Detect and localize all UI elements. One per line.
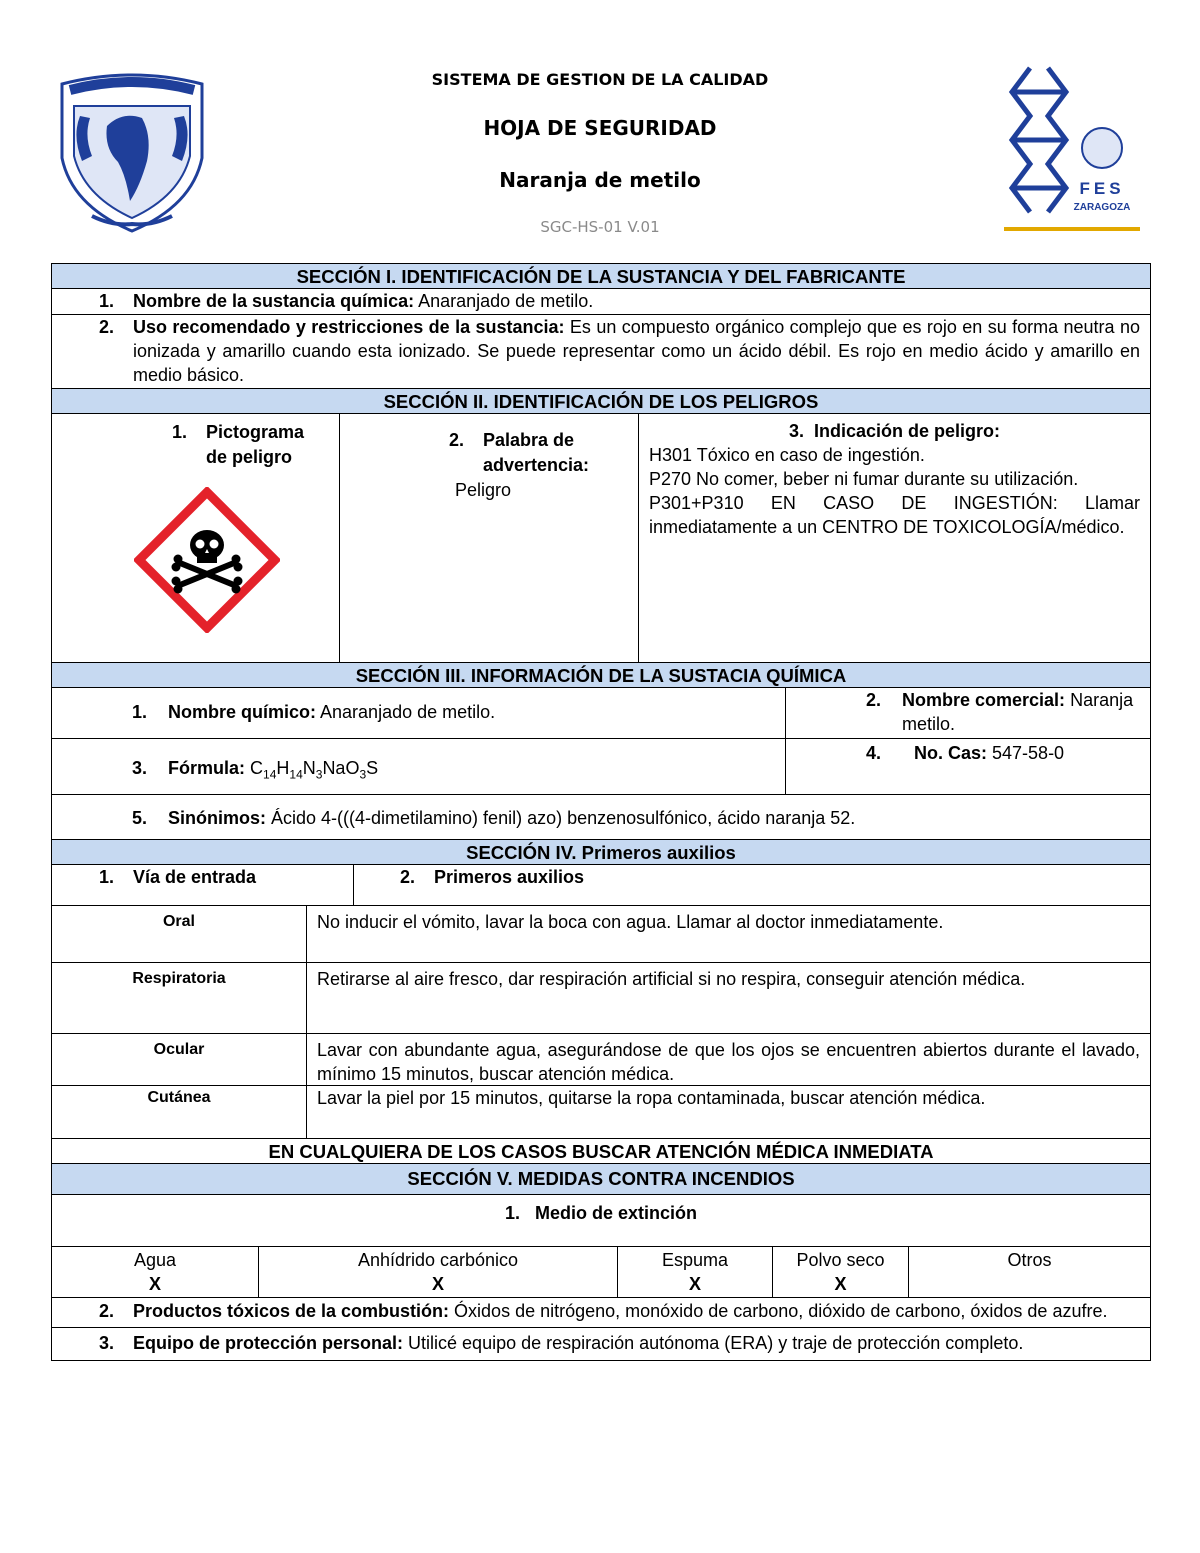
item-number: 5. xyxy=(132,808,148,828)
section-1-item-2 xyxy=(52,315,1150,389)
section-5-header: SECCIÓN V. MEDIDAS CONTRA INCENDIOS xyxy=(52,1164,1150,1195)
document-type: HOJA DE SEGURIDAD xyxy=(483,116,717,140)
first-aid-header-row xyxy=(52,865,1150,906)
hazard-statements-cell xyxy=(639,414,1150,662)
route-label: Respiratoria xyxy=(52,963,307,1033)
route-label: Oral xyxy=(52,906,307,962)
commercial-name-label: Nombre comercial: xyxy=(902,690,1066,710)
first-aid-row-cutaneous xyxy=(52,1086,1150,1139)
media-dry-powder: Polvo seco X xyxy=(773,1247,909,1297)
signal-word-label-line-1: Palabra de xyxy=(483,430,575,450)
first-aid-row-respiratory xyxy=(52,963,1150,1034)
section-3-header: SECCIÓN III. INFORMACIÓN DE LA SUSTACIA QUÍMICA xyxy=(52,663,1150,688)
formula-cell xyxy=(52,739,786,794)
first-aid-text: Retirarse al aire fresco, dar respiración artificial si no respira, conseguir atención médica. xyxy=(317,969,1026,989)
precaution-p301-p310: P301+P310 EN CASO DE INGESTIÓN: Llamar inmediatamente a un CENTRO DE TOXICOLOGÍA/médico. xyxy=(649,493,1140,537)
media-water: Agua X xyxy=(52,1247,259,1297)
hazard-row xyxy=(52,414,1150,663)
extinction-media-row xyxy=(52,1247,1150,1298)
first-aid-text: Lavar la piel por 15 minutos, quitarse la ropa contaminada, buscar atención médica. xyxy=(317,1088,986,1108)
item-number: 2. xyxy=(449,430,465,450)
unam-shield-logo xyxy=(52,66,212,236)
cas-number-label: No. Cas: xyxy=(914,743,988,763)
svg-text:FES: FES xyxy=(1079,179,1125,198)
media-mark: X xyxy=(834,1274,847,1294)
route-column-header: 1. Vía de entrada xyxy=(52,865,354,905)
media-mark: X xyxy=(431,1274,444,1294)
first-aid-text: Lavar con abundante agua, asegurándose de que los ojos se encuentren abiertos durante el lavado, mínimo 15 minutos, buscar atención médica. xyxy=(317,1040,1140,1084)
chemical-name-label: Nombre químico: xyxy=(168,702,317,722)
chem-info-row-1 xyxy=(52,688,1150,739)
item-number: 3. xyxy=(99,1333,115,1353)
synonyms-label: Sinónimos: xyxy=(168,808,266,828)
medical-attention-note: EN CUALQUIERA DE LOS CASOS BUSCAR ATENCIÓN MÉDICA INMEDIATA xyxy=(52,1139,1150,1164)
media-mark: X xyxy=(148,1274,161,1294)
system-title: SISTEMA DE GESTION DE LA CALIDAD xyxy=(431,70,769,89)
chemical-name-value: Anaranjado de metilo. xyxy=(316,702,496,722)
fes-zaragoza-logo xyxy=(1000,62,1140,234)
section-1-header: SECCIÓN I. IDENTIFICACIÓN DE LA SUSTANCIA Y DEL FABRICANTE xyxy=(52,264,1150,289)
svg-text:ZARAGOZA: ZARAGOZA xyxy=(1073,202,1131,213)
media-other: Otros xyxy=(1007,1250,1052,1270)
item-number: 3. xyxy=(132,758,148,778)
section-1-item-1 xyxy=(52,289,1150,315)
signal-word-value: Peligro xyxy=(455,480,512,500)
document-code: SGC-HS-01 V.01 xyxy=(540,218,660,236)
pictogram-label-line-2: de peligro xyxy=(206,447,293,467)
synonyms-value: Ácido 4-(((4-dimetilamino) fenil) azo) benzenosulfónico, ácido naranja 52. xyxy=(266,808,856,828)
substance-title: Naranja de metilo xyxy=(499,168,701,192)
commercial-name-cell xyxy=(786,688,1150,738)
item-value: Es un compuesto orgánico complejo que es rojo en su forma neutra no ionizada y amarillo cuando esta ionizado. Se puede representar como un ácido débil. Es rojo en medio ácido y amarillo en medio básico. xyxy=(133,317,1140,385)
item-value: Anaranjado de metilo. xyxy=(414,291,594,311)
media-co2: Anhídrido carbónico X xyxy=(259,1247,618,1297)
extinction-media-label: Medio de extinción xyxy=(535,1203,698,1223)
first-aid-row-ocular xyxy=(52,1034,1150,1086)
section-4-header: SECCIÓN IV. Primeros auxilios xyxy=(52,840,1150,865)
formula-label: Fórmula: xyxy=(168,758,246,778)
media-mark: X xyxy=(688,1274,701,1294)
item-number: 1. xyxy=(172,422,188,442)
chem-info-row-2 xyxy=(52,739,1150,795)
item-number: 3. xyxy=(788,421,804,441)
signal-word-cell xyxy=(340,414,639,662)
formula-value: $C_{14}H_{14}N_3NaO_3S$ xyxy=(250,758,379,782)
section-5-item-2 xyxy=(52,1298,1150,1328)
item-number: 4. xyxy=(866,743,882,763)
signal-word-label-line-2: advertencia: xyxy=(483,455,590,475)
extinction-media-header xyxy=(52,1195,1150,1247)
route-label: Ocular xyxy=(52,1034,307,1085)
item-number: 1. xyxy=(99,291,115,311)
item-value: Utilicé equipo de respiración autónoma (ERA) y traje de protección completo. xyxy=(403,1333,1024,1353)
first-aid-column-header: 2. Primeros auxilios xyxy=(400,867,585,887)
item-number: 2. xyxy=(99,1301,115,1321)
item-value: Óxidos de nitrógeno, monóxido de carbono, dióxido de carbono, óxidos de azufre. xyxy=(449,1301,1108,1321)
hazard-statements-label: Indicación de peligro: xyxy=(814,421,1001,441)
item-number: 1. xyxy=(132,702,148,722)
first-aid-text: No inducir el vómito, lavar la boca con agua. Llamar al doctor inmediatamente. xyxy=(317,912,944,932)
section-2-header: SECCIÓN II. IDENTIFICACIÓN DE LOS PELIGROS xyxy=(52,389,1150,414)
section-5-item-3 xyxy=(52,1328,1150,1360)
item-label: Uso recomendado y restricciones de la sustancia: xyxy=(133,317,565,337)
hazard-statement-h301: H301 Tóxico en caso de ingestión. xyxy=(649,445,925,465)
item-number: 1. xyxy=(504,1203,520,1223)
route-label: Cutánea xyxy=(52,1086,307,1138)
synonyms-row xyxy=(52,795,1150,840)
safety-sheet-table xyxy=(51,263,1151,1361)
first-aid-row-oral xyxy=(52,906,1150,963)
skull-crossbones-icon xyxy=(134,487,280,633)
item-number: 2. xyxy=(99,317,115,337)
pictogram-cell xyxy=(52,414,340,662)
precaution-p270: P270 No comer, beber ni fumar durante su utilización. xyxy=(649,469,1079,489)
item-label: Productos tóxicos de la combustión: xyxy=(133,1301,450,1321)
commercial-name-value: Naranja metilo. xyxy=(902,690,1134,734)
cas-number-cell xyxy=(786,739,1150,794)
chemical-name-cell xyxy=(52,688,786,738)
pictogram-label-line-1: Pictograma xyxy=(206,422,305,442)
item-label: Equipo de protección personal: xyxy=(133,1333,404,1353)
media-foam: Espuma X xyxy=(618,1247,773,1297)
cas-number-value: 547-58-0 xyxy=(987,743,1065,763)
item-number: 2. xyxy=(866,690,882,710)
document-header xyxy=(0,0,1200,262)
item-label: Nombre de la sustancia química: xyxy=(133,291,415,311)
